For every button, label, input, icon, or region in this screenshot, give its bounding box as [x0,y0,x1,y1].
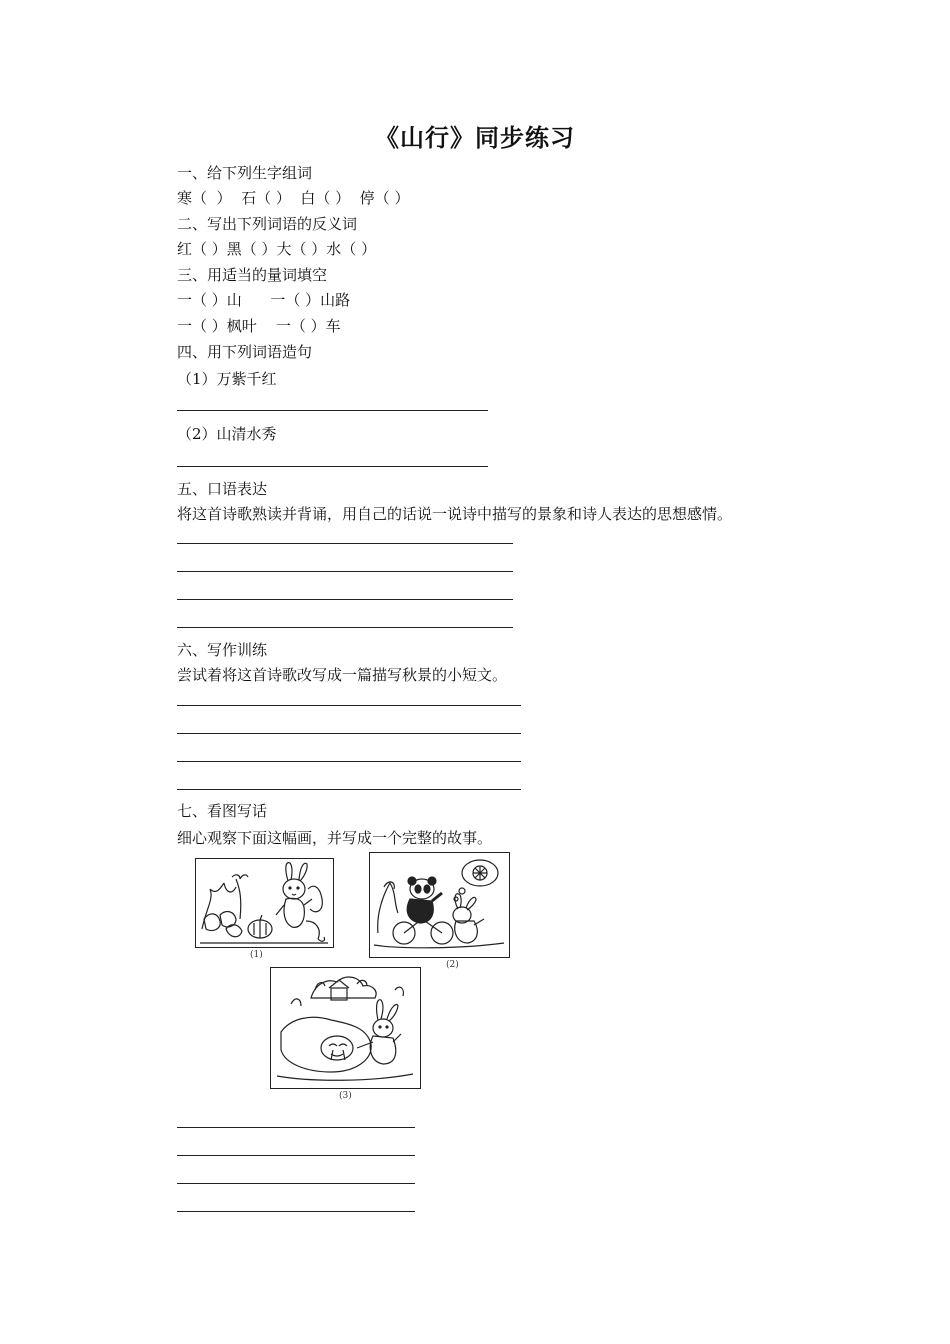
answer-line [177,761,521,762]
answer-line [177,543,513,544]
answer-line [177,705,521,706]
picture-2-panda-bicycle [369,852,510,958]
answer-line [177,571,513,572]
q4-heading: 四、用下列词语造句 [177,343,313,361]
answer-line [177,410,488,411]
q3-line-2: 一（ ）枫叶 一（ ）车 [177,317,341,335]
picture-3-caption: (3) [339,1091,352,1101]
q1-line: 寒（ ） 石（ ） 白（ ） 停（ ） [177,189,410,207]
q4-item-1: （1）万紫千红 [177,370,277,388]
answer-line [177,466,488,467]
answer-line [177,789,521,790]
answer-line [177,1127,415,1128]
picture-1-caption: (1) [250,950,263,960]
q3-line-1: 一（ ）山 一（ ）山路 [177,291,351,309]
answer-line [177,627,513,628]
answer-line [177,1155,415,1156]
answer-line [177,733,521,734]
q7-prompt: 细心观察下面这幅画，并写成一个完整的故事。 [177,829,493,847]
q5-prompt: 将这首诗歌熟读并背诵，用自己的话说一说诗中描写的景象和诗人表达的思想感情。 [177,505,733,523]
q6-heading: 六、写作训练 [177,641,268,659]
q5-heading: 五、口语表达 [177,480,268,498]
answer-line [177,1211,415,1212]
q3-heading: 三、用适当的量词填空 [177,266,328,284]
answer-line [177,1183,415,1184]
q4-item-2: （2）山清水秀 [177,425,277,443]
q2-line: 红（ ）黑（ ）大（ ）水（ ） [177,240,377,258]
page-title: 《山行》同步练习 [375,123,575,152]
picture-1-rabbit-garden [195,858,334,948]
picture-3-rabbit-comforting [270,967,421,1089]
q1-heading: 一、给下列生字组词 [177,164,313,182]
picture-2-caption: (2) [446,960,459,970]
q2-heading: 二、写出下列词语的反义词 [177,215,358,233]
q7-heading: 七、看图写话 [177,802,268,820]
answer-line [177,599,513,600]
q6-prompt: 尝试着将这首诗歌改写成一篇描写秋景的小短文。 [177,666,508,684]
